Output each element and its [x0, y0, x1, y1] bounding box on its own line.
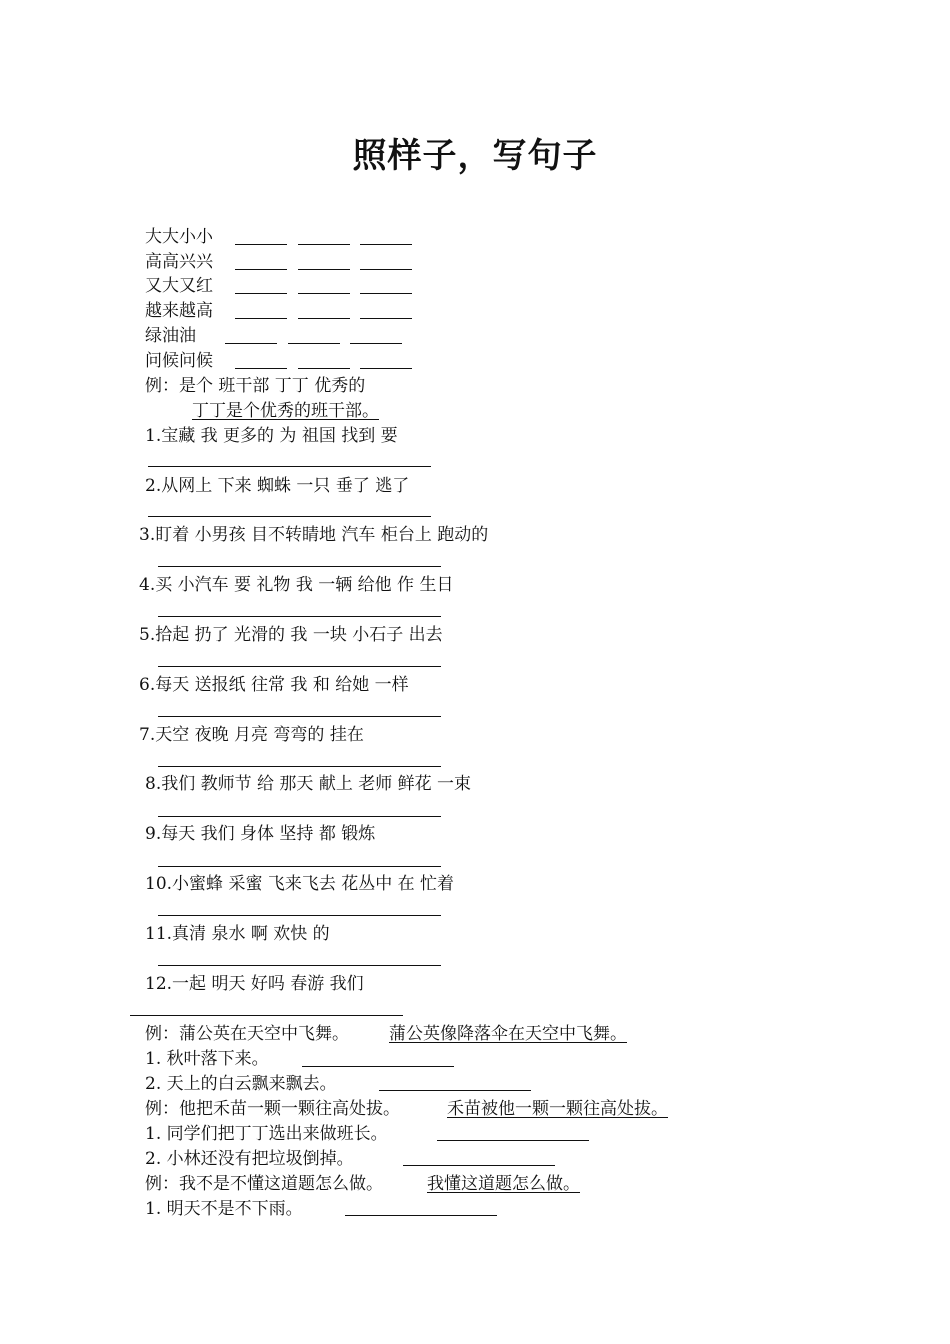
question: 3.盯着 小男孩 目不转睛地 汽车 柜台上 跑动的: [139, 525, 489, 545]
question: 1. 明天不是不下雨。: [145, 1199, 303, 1219]
answer-line[interactable]: [148, 516, 431, 517]
example-prompt: 例：是个 班干部 丁丁 优秀的: [145, 376, 366, 396]
blank-line[interactable]: [298, 318, 350, 319]
example-prompt: 例：我不是不懂这道题怎么做。: [145, 1174, 383, 1194]
blank-line[interactable]: [235, 244, 287, 245]
answer-line[interactable]: [302, 1066, 454, 1067]
question: 1.宝藏 我 更多的 为 祖国 找到 要: [145, 426, 398, 446]
word: 又大又红: [145, 276, 213, 296]
word: 绿油油: [145, 326, 196, 346]
question: 9.每天 我们 身体 坚持 都 锻炼: [145, 824, 376, 844]
blank-line[interactable]: [235, 269, 287, 270]
word-row: [145, 226, 213, 248]
word: 大大小小: [145, 227, 213, 247]
question: 2. 小林还没有把垃圾倒掉。: [145, 1149, 354, 1169]
blank-line[interactable]: [298, 269, 350, 270]
question: 10.小蜜蜂 采蜜 飞来飞去 花丛中 在 忙着: [145, 874, 455, 894]
word-row: [145, 251, 213, 273]
answer-line[interactable]: [437, 1140, 589, 1141]
blank-line[interactable]: [235, 368, 287, 369]
example-answer: 蒲公英像降落伞在天空中飞舞。: [389, 1024, 627, 1044]
example-answer: 我懂这道题怎么做。: [427, 1174, 580, 1194]
answer-line[interactable]: [158, 816, 441, 817]
answer-line[interactable]: [158, 866, 441, 867]
question: 2. 天上的白云飘来飘去。: [145, 1074, 337, 1094]
question: 5.拾起 扔了 光滑的 我 一块 小石子 出去: [139, 625, 443, 645]
example-prompt: 例：他把禾苗一颗一颗往高处拔。: [145, 1099, 400, 1119]
answer-line[interactable]: [158, 566, 441, 567]
blank-line[interactable]: [360, 293, 412, 294]
word-row: [145, 350, 213, 372]
blank-line[interactable]: [298, 244, 350, 245]
blank-line[interactable]: [288, 343, 340, 344]
answer-line[interactable]: [130, 1015, 403, 1016]
blank-line[interactable]: [235, 318, 287, 319]
question: 8.我们 教师节 给 那天 献上 老师 鲜花 一束: [145, 774, 472, 794]
question: 2.从网上 下来 蜘蛛 一只 垂了 逃了: [145, 476, 410, 496]
word-row: [145, 300, 213, 322]
blank-line[interactable]: [350, 343, 402, 344]
blank-line[interactable]: [360, 368, 412, 369]
word: 高高兴兴: [145, 252, 213, 272]
blank-line[interactable]: [360, 269, 412, 270]
word: 越来越高: [145, 301, 213, 321]
blank-line[interactable]: [235, 293, 287, 294]
answer-line[interactable]: [379, 1090, 531, 1091]
word: 问候问候: [145, 351, 213, 371]
answer-line[interactable]: [158, 965, 441, 966]
word-row: [145, 275, 213, 297]
example-answer: 丁丁是个优秀的班干部。: [192, 401, 379, 421]
question: 1. 同学们把丁丁选出来做班长。: [145, 1124, 388, 1144]
answer-line[interactable]: [345, 1215, 497, 1216]
example-prompt: 例：蒲公英在天空中飞舞。: [145, 1024, 349, 1044]
question: 1. 秋叶落下来。: [145, 1049, 269, 1069]
answer-line[interactable]: [158, 716, 441, 717]
answer-line[interactable]: [403, 1165, 555, 1166]
word-row: [145, 325, 196, 347]
page-title: 照样子，写句子: [352, 136, 598, 176]
answer-line[interactable]: [148, 466, 431, 467]
question: 4.买 小汽车 要 礼物 我 一辆 给他 作 生日: [139, 575, 454, 595]
blank-line[interactable]: [298, 368, 350, 369]
blank-line[interactable]: [225, 343, 277, 344]
question: 11.真清 泉水 啊 欢快 的: [145, 924, 330, 944]
answer-line[interactable]: [158, 915, 441, 916]
question: 12.一起 明天 好吗 春游 我们: [145, 974, 364, 994]
answer-line[interactable]: [158, 766, 441, 767]
question: 6.每天 送报纸 往常 我 和 给她 一样: [139, 675, 409, 695]
example-answer: 禾苗被他一颗一颗往高处拔。: [447, 1099, 668, 1119]
blank-line[interactable]: [298, 293, 350, 294]
question: 7.天空 夜晚 月亮 弯弯的 挂在: [139, 725, 364, 745]
answer-line[interactable]: [158, 616, 441, 617]
blank-line[interactable]: [360, 318, 412, 319]
answer-line[interactable]: [158, 666, 441, 667]
blank-line[interactable]: [360, 244, 412, 245]
